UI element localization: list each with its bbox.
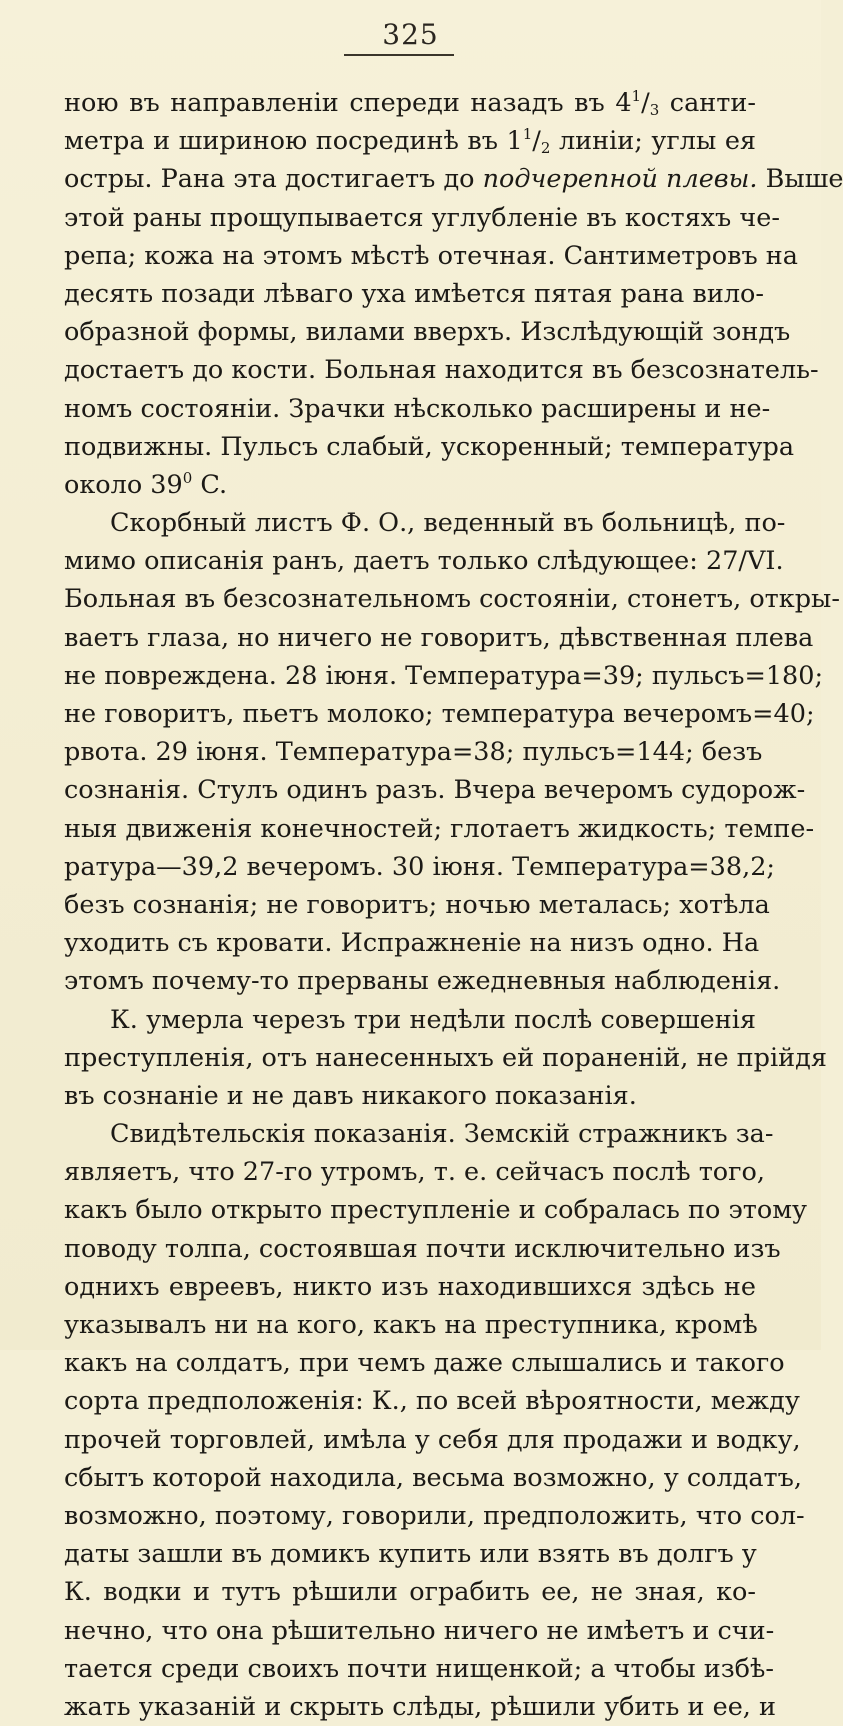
text-line: номъ состояніи. Зрачки нѣсколько расширены и не-	[64, 393, 771, 424]
text-line: поводу толпа, состоявшая почти исключительно изъ	[64, 1233, 781, 1264]
text-line: ною въ направленіи спереди назадъ въ $4^1/_3$ санти-	[64, 87, 756, 119]
text-line: являетъ, что 27-го утромъ, т. е. сейчасъ послѣ того,	[64, 1157, 765, 1188]
italic-term: подчерепной плевы.	[482, 164, 758, 195]
text-line: ныя движенія конечностей; глотаетъ жидкость; темпе-	[64, 813, 815, 844]
text-line: К. умерла черезъ три недѣли послѣ совершенія	[110, 1004, 756, 1035]
text-line: прочей торговлей, имѣла у себя для продажи и водку,	[64, 1424, 801, 1455]
text-line: преступленія, отъ нанесенныхъ ей пораненій, не прійдя	[64, 1042, 827, 1073]
text-line: сознанія. Стулъ одинъ разъ. Вчера вечеромъ судорож-	[64, 775, 806, 806]
text-line: сбытъ которой находила, весьма возможно, у солдатъ,	[64, 1462, 802, 1493]
text-line: въ сознаніе и не давъ никакого показанія.	[64, 1080, 637, 1111]
text-line: какъ было открыто преступленіе и собралась по этому	[64, 1195, 808, 1226]
text-line: сорта предположенія: К., по всей вѣроятности, между	[64, 1386, 800, 1417]
text-line: репа; кожа на этомъ мѣстѣ отечная. Сантиметровъ на	[64, 240, 798, 271]
text-line: этой раны прощупывается углубленіе въ костяхъ че-	[64, 202, 780, 233]
body-text	[64, 84, 843, 1726]
text-line: достаетъ до кости. Больная находится въ безсознатель-	[64, 355, 819, 386]
text-line: тается среди своихъ почти нищенкой; а чтобы избѣ-	[64, 1653, 774, 1684]
text-line: безъ сознанія; не говоритъ; ночью металась; хотѣла	[64, 889, 770, 920]
text-line: даты зашли въ домикъ купить или взять въ долгъ у	[64, 1539, 757, 1570]
text-line: ратура—39,2 вечеромъ. 30 іюня. Температура=38,2;	[64, 851, 776, 882]
text-line: подвижны. Пульсъ слабый, ускоренный; температура	[64, 431, 795, 462]
text-line: указывалъ ни на кого, какъ на преступника, кромѣ	[64, 1310, 758, 1340]
text-line: уходить съ кровати. Испражненіе на низъ одно. На	[64, 928, 760, 959]
text-line: нечно, что она рѣшительно ничего не имѣетъ и счи-	[64, 1615, 775, 1646]
text-line: Больная въ безсознательномъ состояніи, стонетъ, откры-	[64, 584, 840, 615]
text-line: мимо описанія ранъ, даетъ только слѣдующее: 27/VI.	[64, 546, 784, 577]
text-line: Свидѣтельскія показанія. Земскій стражникъ за-	[110, 1119, 774, 1150]
text-line: К. водки и тутъ рѣшили ограбить ее, не зная, ко-	[64, 1577, 756, 1608]
text-line: жать указаній и скрыть слѣды, рѣшили убить и ее, и	[64, 1691, 777, 1722]
page-number: 325	[382, 18, 439, 51]
text-line: Скорбный листъ Ф. О., веденный въ больницѣ, по-	[110, 508, 786, 539]
text-line: однихъ евреевъ, никто изъ находившихся здѣсь не	[64, 1271, 756, 1302]
text-line: остры. Рана эта достигаетъ до подчерепной плевы. Выше	[64, 164, 843, 195]
text-line: ваетъ глаза, но ничего не говоритъ, дѣвственная плева	[64, 622, 814, 653]
text-line: метра и шириною посрединѣ въ $1^1/_2$ линіи; углы ея	[64, 125, 756, 158]
text-line: около $39^0$ C.	[64, 468, 228, 500]
page-number-rule	[344, 54, 454, 56]
text-line: образной формы, вилами вверхъ. Изслѣдующій зондъ	[64, 317, 791, 348]
text-line: этомъ почему-то прерваны ежедневныя наблюденія.	[64, 966, 781, 997]
text-line: не говоритъ, пьетъ молоко; температура вечеромъ=40;	[64, 699, 815, 729]
text-line: десять позади лѣваго уха имѣется пятая рана вило-	[64, 278, 764, 309]
text-line: не повреждена. 28 іюня. Температура=39; пульсъ=180;	[64, 660, 824, 691]
text-line: рвота. 29 іюня. Температура=38; пульсъ=144; безъ	[64, 737, 763, 768]
text-line: возможно, поэтому, говорили, предположить, что сол-	[64, 1500, 805, 1531]
text-line: какъ на солдатъ, при чемъ даже слышались и такого	[64, 1348, 785, 1379]
